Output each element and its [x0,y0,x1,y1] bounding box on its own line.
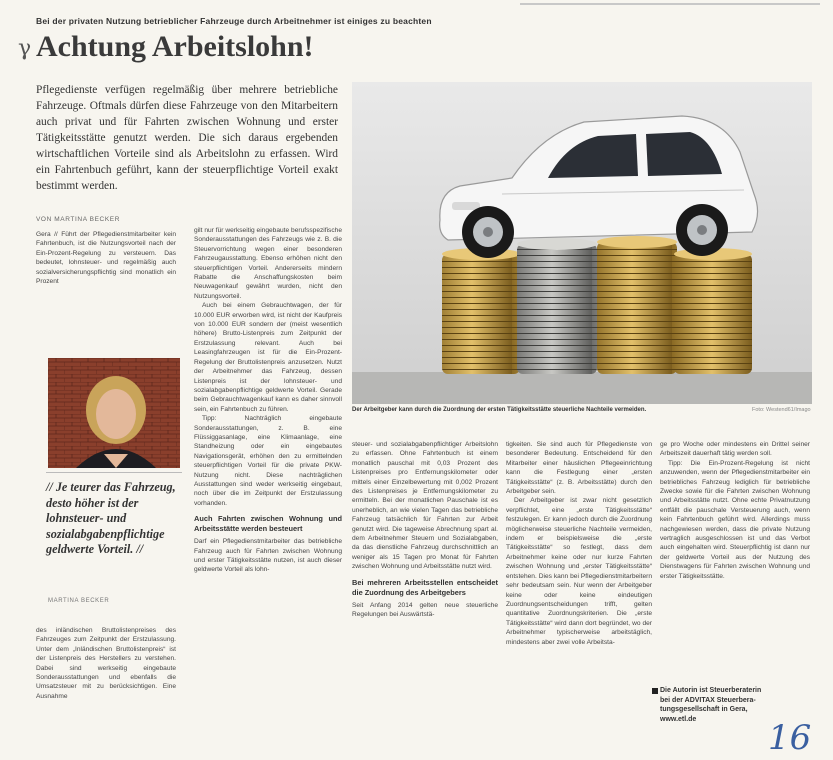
pull-quote: // Je teurer das Fahrzeug, desto höher ist der lohnsteuer- und sozialabgabenpflichtige geldwerte Vorteil. // [46,480,176,557]
column-1-bottom-text: des inländischen Bruttolistenpreises des Fahrzeuges zum Zeitpunkt der Erstzulassung. Unter dem „Inländischen Bruttolistenpreis“ ist der Listenpreis des Herstellers zu verstehen. Dabei sind werkseitig eingebaute Sonderausstattungen und ebenfalls die Umsatzsteuer mit zu berücksichtigen. Eine Ausnahme [36,627,176,700]
author-note-line: bei der ADVITAX Steuerbera- [660,696,756,704]
column-5-paragraph-2: Tipp: Die Ein-Prozent-Regelung ist nicht anzuwenden, wenn der Pflegedienstmitarbeiter ein betriebliches Fahrzeug lediglich für betriebliche Zwecke sowie für die Fahrten zwischen Wohnung und Arbeitsstätte nutzt. Ohne echte Privatnutzung entfällt die pauschale Versteuerung auch, wenn kein Fahrtenbuch geführt wird. Allerdings muss nachgewiesen werden, dass die private Nutzung vertraglich ausgeschlossen ist und das Verbot auch eingehalten wird. Steuerpflichtig ist dann nur der geldwerte Vorteil aus der Nutzung des Dienstwagens für Fahrten zwischen Wohnung und erster Tätigkeitsstätte. [660,459,810,580]
author-note-line: tungsgesellschaft in Gera, [660,706,748,714]
byline: VON MARTINA BECKER [36,216,121,223]
top-rule [520,3,820,5]
photo-credit: Foto: Westend61/Imago [752,407,811,413]
author-portrait-icon [48,358,180,468]
kicker: Bei der privaten Nutzung betrieblicher Fahrzeuge durch Arbeitnehmer ist einiges zu beachten [36,16,432,26]
lead-paragraph: Pflegedienste verfügen regelmäßig über mehrere betriebliche Fahrzeuge. Oftmals dürfen diese Fahrzeuge von den Mitarbeitern auch privat und für Fahrten zwischen Wohnung und erster Tätigkeitsstätte genutzt werden. Die sich daraus ergebenden wirtschaftlichen Vorteile sind als Arbeitslohn zu erfassen. Wird ein Fahrtenbuch geführt, kann der steuerpflichtige Vorteil exakt bestimmt werden. [36,84,338,192]
note-bullet-icon [652,688,658,694]
column-1-bottom [36,626,176,701]
column-3 [352,440,498,620]
quote-author: MARTINA BECKER [48,598,110,604]
author-note-link[interactable]: www.etl.de [660,715,697,723]
column-1-text: Gera // Führt der Pflegedienstmitarbeiter kein Fahrtenbuch, ist die Nutzungsvorteil nach der Ein-Prozent-Regelung zu versteuern. Das bedeutet, lohnsteuer- und regelmäßig auch sozialversicherungspflichtig sind monatlich ein Prozent [36,231,176,286]
quote-rule [46,472,182,473]
column-3-paragraph-2: Seit Anfang 2014 gelten neue steuerliche Regelungen bei Auswärtstä- [352,601,498,619]
column-2-text: gilt nur für werkseitig eingebaute berufsspezifische Sonderausstattungen des Fahrzeugs wie z. B. die Steuervorrichtung wegen einer besonderen Fahrzeugausstattung. Ebenso erhöhen nicht den steuerpflichtigen Vorteil. Andererseits mindern Rabatte die Anschaffungskosten beim Neuwagenkauf gewährt wurden, nicht den Nutzungsvorteil. [194,227,342,300]
author-note-line: Die Autorin ist Steuerberaterin [660,687,762,694]
decorative-bracket-icon: γ [18,36,32,61]
image-caption: Der Arbeitgeber kann durch die Zuordnung der ersten Tätigkeitsstätte steuerliche Nachteile vermeiden. [352,407,647,413]
column-4-paragraph-2: Der Arbeitgeber ist zwar nicht gesetzlich verpflichtet, eine „erste Tätigkeitsstätte“ festzulegen. Er kann jedoch durch die Zuordnung möglicherweise steuerliche Nachteile vermeiden, indem er beispielsweise die „erste Tätigkeitsstätte“ so festlegt, dass dem Arbeitnehmer keine oder nur kurze Fahrten zwischen Wohnung und „erster Tätigkeitsstätte“ entstehen. Dies kann bei Pflegedienstmitarbeitern sehr bedeutsam sein. Nur wenn der Arbeitgeber keine oder keine eindeutigen Zuordnungsentscheidungen trifft, gelten quantitative Zuordnungskriterien. Die „erste Tätigkeitsstätte“ wird dann dort begründet, wo der Arbeitnehmer typischerweise arbeitstäglich, mindestens aber zwei volle Arbeitsta- [506,497,652,646]
hero-image [352,82,812,404]
column-2-paragraph-3: Tipp: Nachträglich eingebaute Sonderausstattungen, z. B. eine Flüssiggasanlage, eine Klimaanlage, eine Standheizung oder ein eingebautes Navigationsgerät, erhöhen den zu ermittelnden steuerpflichtigen Vorteil für die private PKW-Nutzung nicht. Diese nachträglichen Ausstattungen sind weder werkseitig eingebaut, noch über die im Zeitpunkt der Erstzulassung vorhanden. [194,415,342,507]
column-5-text: ge pro Woche oder mindestens ein Drittel seiner Arbeitszeit dauerhaft tätig werden soll. [660,441,810,458]
column-2-paragraph-2: Auch bei einem Gebrauchtwagen, der für 10.000 EUR erworben wird, ist nicht der Kaufpreis von 10.000 EUR sondern der (meist wesentlich höhere) Brutto-Listenpreis zum Zeitpunkt der Erstzulassung relevant. Auch bei Leasingfahrzeugen ist für die Ein-Prozent-Regelung der Bruttolistenpreis anzusetzen. Nutzt der Arbeitnehmer das Fahrzeug, dessen Listenpreis ist der lohnsteuer- und sozialabgabenpflichtige geldwerte Vorteil. Gerade beim Gebrauchtwagenkauf kann es daher sinnvoll sein, ein Fahrtenbuch zu führen. [194,302,342,413]
author-photo [48,358,180,468]
column-4 [506,440,652,647]
column-3-text: steuer- und sozialabgabenpflichtiger Arbeitslohn zu erfassen. Ohne Fahrtenbuch ist einem monatlich pauschal mit 0,03 Prozent des Listenpreises pro Entfernungskilometer oder mittels einer Einzelbewertung mit 0,002 Prozent des Listenpreises je Entfernungskilometer zu ermitteln. Bei der monatlichen Pauschale ist es unerheblich, an wie vielen Tagen das betriebliche Fahrzeug tatsächlich für Fahrten zur Arbeit genutzt wird. Die tageweise Abrechnung spart al. dem Arbeitnehmer Steuern und Sozialabgaben, da das dienstliche Fahrzeug durchschnittlich an weniger als 15 Tagen pro Monat für Fahrten zwischen Wohnung und Arbeitsstätte nutzt wird. [352,441,498,571]
car-on-coins-icon [352,82,812,404]
column-2-paragraph-4: Darf ein Pflegedienstmitarbeiter das betriebliche Fahrzeug auch für Fahrten zwischen Wohnung und erster Tätigkeitsstätte nutzen, ist auch dieser geldwerte Vorteil als lohn- [194,538,342,574]
column-1 [36,230,176,286]
column-3-subhead: Bei mehreren Arbeitsstellen entscheidet die Zuordnung des Arbeitgebers [352,577,498,597]
headline: Achtung Arbeitslohn! [36,30,314,63]
column-4-text: tigkeiten. Sie sind auch für Pflegedienste von besonderer Bedeutung. Entscheidend für den Mitarbeiter einer häuslichen Pflegeeinrichtung kann die Festlegung einer „ersten Tätigkeitsstätte“ (z. B. Arbeitsstätte) durch den Arbeitgeber sein. [506,441,652,496]
column-2-subhead: Auch Fahrten zwischen Wohnung und Arbeitsstätte werden besteuert [194,514,342,534]
author-note [660,686,761,724]
page-number: 16 [768,718,812,758]
column-2 [194,226,342,575]
column-5 [660,440,810,581]
